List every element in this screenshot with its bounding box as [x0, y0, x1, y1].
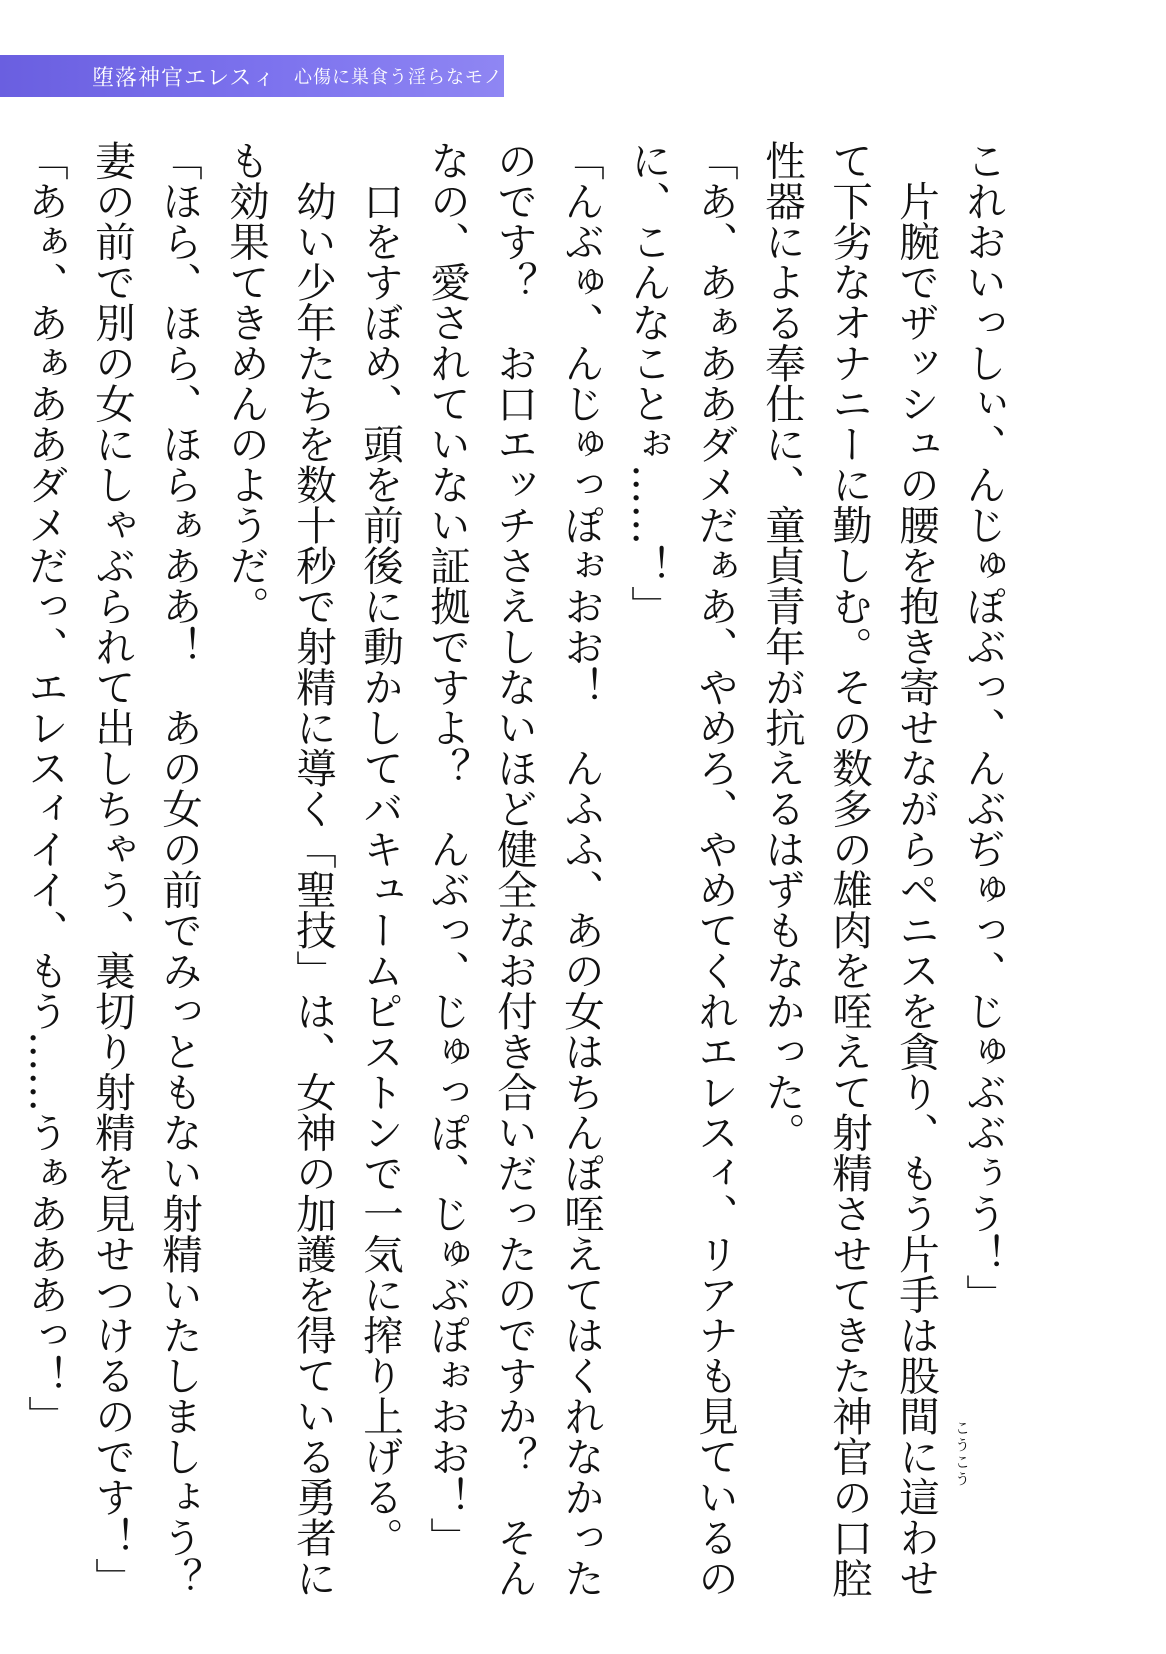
text-line: 「ほら、ほら、ほらぁああ！ あの女の前でみっともない射精いたしましょう？ [155, 140, 203, 1598]
text-line: 口をすぼめ、頭を前後に動かしてバキュームピストンで一気に搾り上げる。 [356, 140, 404, 1558]
text-line: 「あ、あぁああダメだぁあ、やめろ、やめてくれエレスィ、リアナも見ているの [691, 140, 739, 1598]
text-line: 幼い少年たちを数十秒で射精に導く「聖技」は、女神の加護を得ている勇者に [289, 140, 337, 1598]
text-line: 片腕でザッシュの腰を抱き寄せながらペニスを貪り、もう片手は股間に這わせ [892, 140, 940, 1598]
chapter-title: 心傷に巣食う淫らなモノ [294, 67, 503, 88]
text-line: なの、愛されていない証拠ですよ？ んぶっ、じゅっぽ、じゅぶぽぉおお！」 [423, 140, 471, 1558]
book-title: 堕落神官エレスィ [92, 65, 277, 91]
text-line: 妻の前で別の女にしゃぶられて出しちゃう、裏切り射精を見せつけるのです！」 [88, 140, 136, 1598]
text-line: のです？ お口エッチさえしないほど健全なお付き合いだったのですか？ そん [490, 140, 538, 1598]
furigana-ruby: こうこう [953, 1420, 971, 1488]
text-line: に、こんなことぉ……！」 [624, 140, 672, 626]
running-header [0, 55, 504, 97]
text-line: 性器による奉仕に、童貞青年が抗えるはずもなかった。 [758, 140, 806, 1153]
text-line: も効果てきめんのようだ。 [222, 140, 270, 626]
text-line: 「んぶゅ、んじゅっぽぉおお！ んふふ、あの女はちんぽ咥えてはくれなかった [557, 140, 605, 1598]
text-line: て下劣なオナニーに勤しむ。その数多の雄肉を咥えて射精させてきた神官の口腔 [825, 140, 873, 1598]
text-line: これおいっしぃ、んじゅぽぶっ、んぶぢゅっ、じゅぶぶぅう！」 [959, 140, 1007, 1315]
text-line: 「あぁ、あぁああダメだっ、エレスィイイ、もう……うぁあああっ！」 [21, 140, 69, 1436]
vertical-text-block [11, 140, 1016, 1598]
